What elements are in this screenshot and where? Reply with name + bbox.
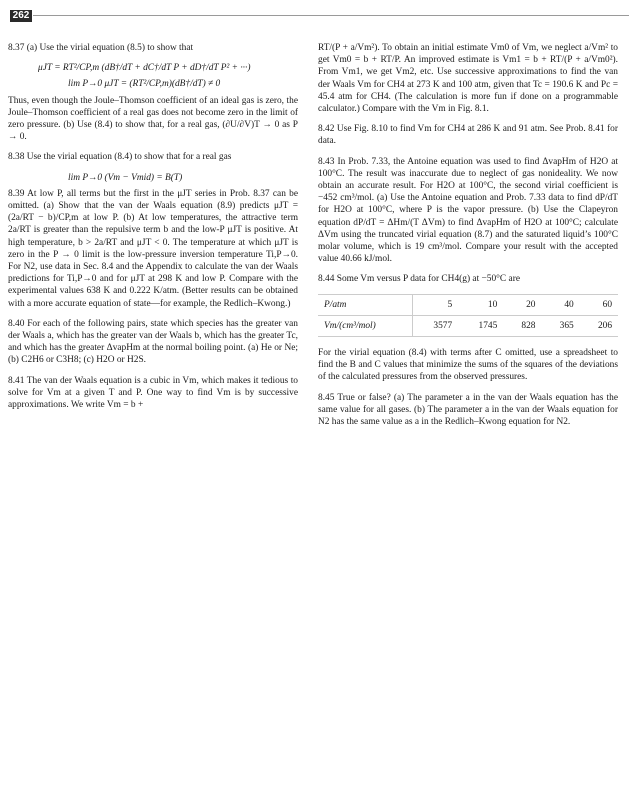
problem-8-44-body: For the virial equation (8.4) with terms after C omitted, use a spreadsheet to find the B and C values that minimize the sums of the squares of the deviations of the calculated pressures from the observed pressures. xyxy=(318,348,618,383)
equation-8-37-b: lim P→0 μJT = (RT²/CP,m)(dB†/dT) ≠ 0 xyxy=(68,79,221,90)
table-cell: Vm/(cm³/mol) xyxy=(318,315,412,336)
problem-8-45: 8.45 True or false? (a) The parameter a in the van der Waals equation has the same value for all gases. (b) The parameter a in the van der Waals equation for N2 has the same value as a in the Redlich–Kwong equation for N2. xyxy=(318,392,618,428)
table-cell: 3577 xyxy=(412,315,458,336)
problem-8-37-body: Thus, even though the Joule–Thomson coefficient of an ideal gas is zero, the Joule–Thomson coefficient of a real gas does not become zero in the limit of zero pressure. (b) Use (8.4) to show that, for a real gas, (∂U/∂V)T → 0 as P → 0. xyxy=(8,95,298,143)
table-cell: 10 xyxy=(458,294,503,315)
problem-8-38-intro: 8.38 Use the virial equation (8.4) to show that for a real gas xyxy=(8,152,232,163)
problem-8-43: 8.43 In Prob. 7.33, the Antoine equation was used to find ΔvapHm of H2O at 100°C. The result was inaccurate due to neglect of gas nonideality. We now obtain an accurate result. For H2O at 100°C, the second virial coefficient is −452 cm³/mol. (a) Use the Antoine equation and Prob. 7.33 data to find dP/dT for H2O at 100°C, where P is the vapor pressure. (b) Use the Clapeyron equation dP/dT = ΔHm/(T ΔVm) to find ΔvapHm of H2O at 100°C; calculate ΔVm using the truncated virial equation (8.7) and the saturated liquid’s 100°C molar volume, which is 19 cm³/mol. Compare your result with the accepted value 40.66 kJ/mol. xyxy=(318,156,618,265)
table-row xyxy=(318,315,618,336)
header-rule xyxy=(33,15,629,16)
table-cell: 1745 xyxy=(458,315,503,336)
table-cell: P/atm xyxy=(318,294,412,315)
table-cell: 5 xyxy=(412,294,458,315)
table-cell: 40 xyxy=(541,294,579,315)
page-number: 262 xyxy=(10,10,32,22)
table-cell: 828 xyxy=(503,315,541,336)
table-cell: 365 xyxy=(541,315,579,336)
equation-8-38: lim P→0 (Vm − Vmid) = B(T) xyxy=(68,172,183,183)
table-row xyxy=(318,294,618,315)
problem-8-41: 8.41 The van der Waals equation is a cubic in Vm, which makes it tedious to solve for Vm at a given T and P. One way to find Vm is by successive approximations. We write Vm = b + xyxy=(8,375,298,411)
problem-8-40: 8.40 For each of the following pairs, state which species has the greater van der Waals a, which has the greater van der Waals b, which has the greater Tc, and which has the greater ΔvapHm at the normal boiling point. (a) He or Ne; (b) C2H6 or C3H8; (c) H2O or H2S. xyxy=(8,318,298,366)
equation-8-37-a: μJT = RT²/CP,m (dB†/dT + dC†/dT P + dD†/dT P² + ···) xyxy=(38,63,251,74)
problem-8-42: 8.42 Use Fig. 8.10 to find Vm for CH4 at 286 K and 91 atm. See Prob. 8.41 for data. xyxy=(318,124,618,147)
right-column xyxy=(318,42,618,436)
table-cell: 20 xyxy=(503,294,541,315)
table-cell: 206 xyxy=(580,315,618,336)
table-cell: 60 xyxy=(580,294,618,315)
problem-8-37-intro: 8.37 (a) Use the virial equation (8.5) to show that xyxy=(8,43,194,53)
problem-8-41-continued: RT/(P + a/Vm²). To obtain an initial estimate Vm0 of Vm, we neglect a/Vm² to get Vm0 = b + RT/P. An improved estimate is Vm1 = b + RT/(P + a/Vm0²). From Vm1, we get Vm2, etc. Use successive approximations to find the van der Waals Vm for CH4 at 273 K and 100 atm, given that Tc = 190.6 K and Pc = 45.4 atm for CH4. (The calculation is more fun if done on a programmable calculator.) Compare with the Vm in Fig. 8.1. xyxy=(318,43,618,115)
data-table xyxy=(318,294,618,337)
left-column xyxy=(8,42,298,419)
problem-8-44-intro: 8.44 Some Vm versus P data for CH4(g) at −50°C are xyxy=(318,274,520,285)
problem-8-39: 8.39 At low P, all terms but the first in the μJT series in Prob. 8.37 can be omitted. (a) Show that the van der Waals equation (8.9) predicts μJT = (2a/RT − b)/CP,m at low P. (b) At low temperatures, the attractive term 2a/RT is greater than the repulsive term b and the low-P μJT is positive. At high temperature, b > 2a/RT and μJT < 0. The temperature at which μJT is zero in the P → 0 limit is the low-pressure inversion temperature Ti,P→0. For N2, use data in Sec. 8.4 and the Appendix to calculate the van der Waals predictions for Ti,P→0 and for μJT at 298 K and low P. Compare with the experimental values 638 K and 0.222 K/atm. (Better results can be obtained with a more accurate equation of state—for example, the Redlich–Kwong.) xyxy=(8,188,298,309)
